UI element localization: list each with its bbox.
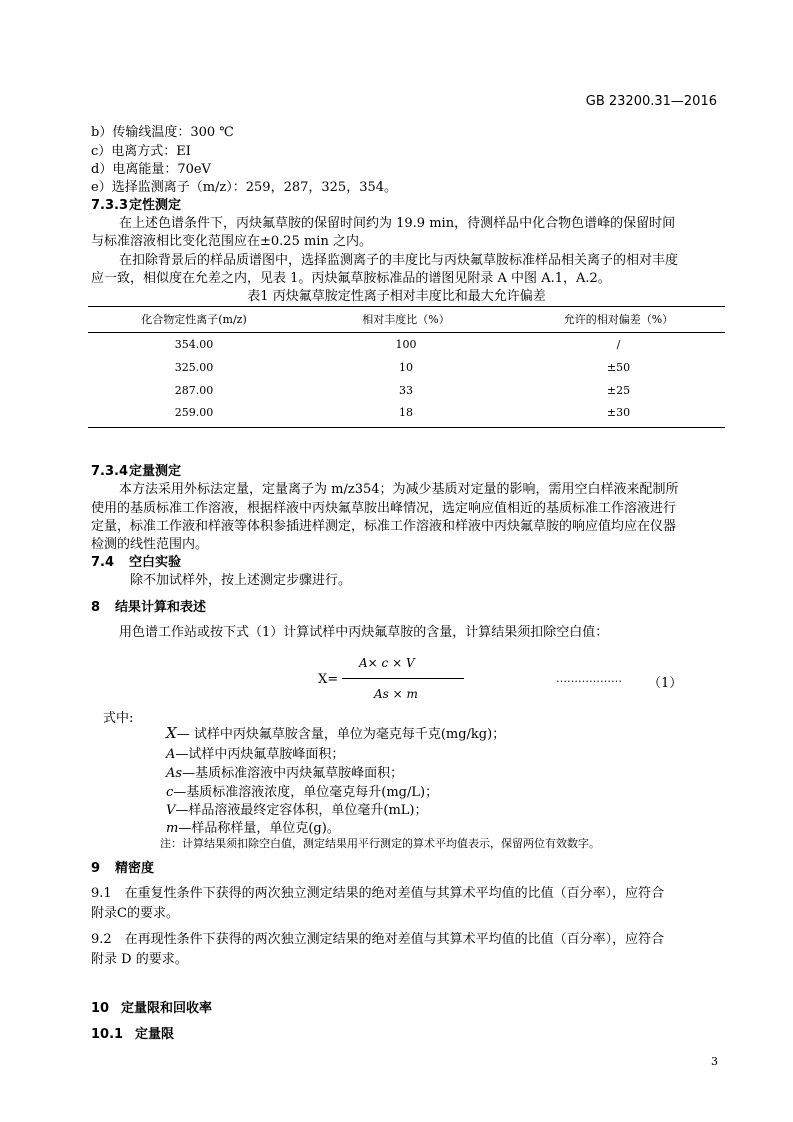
list-item: c）电离方式：EI [91, 144, 191, 159]
paragraph-line: 附录C的要求。 [91, 906, 179, 921]
section-title: 空白实验 [129, 555, 182, 570]
table-caption: 表1 丙炔氟草胺定性离子相对丰度比和最大允许偏差 [247, 289, 546, 304]
table-cell: 33 [399, 384, 413, 397]
definition-item [166, 799, 428, 818]
section-title: 定量限 [135, 1027, 175, 1042]
formula-dots: ……………… [556, 672, 622, 685]
section-heading-8 [91, 596, 206, 615]
section-number: 9 [91, 861, 101, 876]
table-top-rule [88, 306, 725, 307]
paragraph-line: 使用的基质标准工作溶液，根据样液中丙炔氟草胺出峰情况，选定响应值相近的基质标准工作溶液进行 [91, 501, 677, 516]
paragraph-line: 应一致，相似度在允差之内，见表 1。丙炔氟草胺标准品的谱图见附录 A 中图 A.1，A.2。 [91, 271, 611, 286]
standard-id: GB 23200.31—2016 [585, 94, 717, 109]
section-title: 结果计算和表述 [115, 600, 207, 615]
formula-numerator: A× c × V [359, 656, 415, 670]
paragraph-line: 在扣除背景后的样品质谱图中，选择监测离子的丰度比与丙炔氟草胺标准样品相关离子的相对丰度 [119, 253, 679, 268]
fraction-bar [342, 678, 464, 679]
paragraph-line: 定量，标准工作液和样液等体积参插进样测定，标准工作溶液和样液中丙炔氟草胺的响应值均应在仪器 [91, 519, 677, 534]
table-row [88, 381, 725, 403]
table-header-rule [88, 332, 725, 333]
section-heading-9 [91, 857, 154, 876]
definition-item [166, 743, 344, 762]
table-cell: ±50 [606, 361, 631, 374]
definition-text: —基质标准溶液中丙炔氟草胺峰面积； [182, 766, 404, 781]
section-number: 8 [91, 600, 101, 615]
section-heading-10-1 [91, 1023, 174, 1042]
list-item: b）传输线温度：300 ℃ [91, 125, 234, 140]
section-title: 精密度 [115, 861, 155, 876]
table-bottom-rule [88, 427, 725, 428]
page-number: 3 [711, 1055, 718, 1068]
table-cell: 10 [399, 361, 413, 374]
paragraph-line: 除不加试样外，按上述测定步骤进行。 [130, 573, 352, 588]
list-item: e）选择监测离子（m/z）：259，287，325，354。 [91, 180, 398, 195]
section-number: 7.3.4 [91, 464, 129, 479]
table-cell: ±25 [606, 384, 631, 397]
table-cell: / [616, 338, 621, 351]
table-cell: ±30 [606, 406, 631, 419]
section-heading-7-4 [91, 551, 181, 570]
calculation-note: 注：计算结果须扣除空白值，测定结果用平行测定的算术平均值表示，保留两位有效数字。 [160, 837, 600, 850]
definition-item [166, 723, 505, 742]
section-number: 7.4 [91, 555, 115, 570]
table-row [88, 358, 725, 380]
table-header-row [88, 308, 725, 330]
table-header-cell: 相对丰度比（%） [362, 313, 450, 326]
table-cell: 354.00 [174, 338, 214, 351]
definition-symbol: A [166, 747, 176, 762]
table-header-cell: 允许的相对偏差（%） [563, 313, 674, 326]
paragraph-line: 9.2 在再现性条件下获得的两次独立测定结果的绝对差值与其算术平均值的比值（百分率），应符合 [91, 932, 665, 947]
definition-item [166, 781, 438, 800]
section-number: 10.1 [91, 1027, 124, 1042]
section-title: 定量测定 [129, 464, 182, 479]
definition-text: —样品溶液最终定容体积，单位毫升(mL)； [175, 803, 428, 818]
paragraph-line: 与标准溶液相比变化范围应在±0.25 min 之内。 [91, 234, 372, 249]
table-header-cell: 化合物定性离子(m/z) [141, 313, 247, 326]
definition-text: —基质标准溶液浓度，单位毫克每升(mg/L)； [173, 785, 439, 800]
paragraph-line: 9.1 在重复性条件下获得的两次独立测定结果的绝对差值与其算术平均值的比值（百分率），应符合 [91, 886, 665, 901]
formula-denominator: As × m [374, 687, 418, 701]
table-cell: 100 [395, 338, 417, 351]
definition-symbol: c [166, 785, 174, 800]
table-cell: 18 [399, 406, 413, 419]
definition-symbol: V [166, 803, 176, 818]
paragraph-line: 检测的线性范围内。 [91, 537, 209, 552]
paragraph-line: 附录 D 的要求。 [91, 952, 188, 967]
definition-item [166, 817, 340, 836]
definition-text: — 试样中丙炔氟草胺含量，单位为毫克每千克(mg/kg)； [176, 727, 506, 742]
definition-symbol: X [166, 724, 177, 742]
definition-text: —样品称样量，单位克(g)。 [178, 821, 340, 836]
table-row [88, 335, 725, 357]
section-heading-7-3-4 [91, 460, 181, 479]
definition-text: —试样中丙炔氟草胺峰面积； [175, 747, 345, 762]
table-row [88, 403, 725, 425]
section-number: 10 [91, 1001, 110, 1016]
formula-lhs: X= [318, 672, 339, 687]
definition-symbol: As [166, 766, 183, 781]
section-title: 定性测定 [129, 198, 182, 213]
list-item: d）电离能量：70eV [91, 162, 211, 177]
where-label: 式中: [103, 711, 134, 726]
table-cell: 287.00 [174, 384, 214, 397]
table-cell: 325.00 [174, 361, 214, 374]
section-heading-7-3-3 [91, 194, 181, 213]
table-cell: 259.00 [174, 406, 214, 419]
paragraph-line: 本方法采用外标法定量，定量离子为 m/z354；为减少基质对定量的影响，需用空白样液来配制所 [119, 482, 679, 497]
section-title: 定量限和回收率 [121, 1001, 213, 1016]
paragraph-line: 在上述色谱条件下，丙炔氟草胺的保留时间约为 19.9 min，待测样品中化合物色谱峰的保留时间 [119, 216, 676, 231]
definition-symbol: m [166, 821, 179, 836]
definition-item [166, 762, 403, 781]
section-heading-10 [91, 997, 212, 1016]
equation-number: （1） [648, 676, 683, 691]
section-number: 7.3.3 [91, 198, 129, 213]
paragraph-line: 用色谱工作站或按下式（1）计算试样中丙炔氟草胺的含量，计算结果须扣除空白值： [119, 625, 609, 640]
